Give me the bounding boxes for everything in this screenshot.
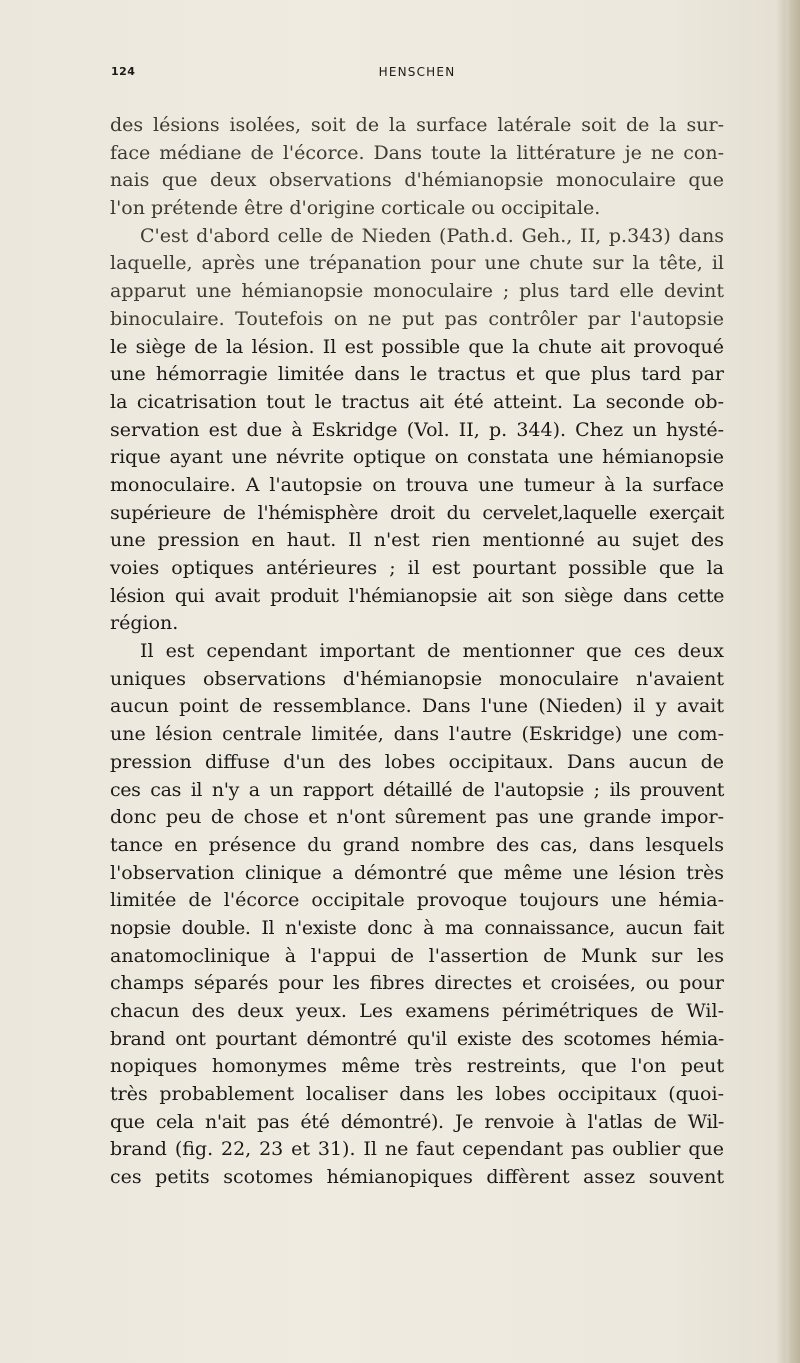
- text-line: très probablement localiser dans les lobes occipitaux (quoi-: [110, 1083, 724, 1106]
- page-header: [97, 65, 737, 89]
- text-line: donc peu de chose et n'ont sûrement pas une grande impor-: [110, 806, 724, 829]
- text-line: des lésions isolées, soit de la surface latérale soit de la sur-: [110, 114, 724, 136]
- text-line: nopsie double. Il n'existe donc à ma connaissance, aucun fait: [110, 916, 724, 939]
- text-line: monoculaire. A l'autopsie on trouva une tumeur à la surface: [110, 473, 724, 496]
- text-line: aucun point de ressemblance. Dans l'une (Nieden) il y avait: [110, 695, 724, 718]
- text-line: brand ont pourtant démontré qu'il existe des scotomes hémia-: [110, 1027, 724, 1050]
- text-line: brand (fig. 22, 23 et 31). Il ne faut cependant pas oublier que: [110, 1138, 724, 1161]
- text-line: anatomoclinique à l'appui de l'assertion de Munk sur les: [110, 944, 724, 967]
- text-line: pression diffuse d'un des lobes occipitaux. Dans aucun de: [110, 750, 724, 773]
- text-line: l'on prétende être d'origine corticale ou occipitale.: [110, 197, 601, 220]
- page-number: 124: [111, 65, 136, 78]
- text-line: champs séparés pour les fibres directes et croisées, ou pour: [110, 972, 724, 995]
- page-gutter-shadow: [776, 0, 786, 1363]
- text-line: apparut une hémianopsie monoculaire ; plus tard elle devint: [110, 280, 724, 303]
- text-line: ces petits scotomes hémianopiques diffèrent assez souvent: [110, 1166, 724, 1189]
- text-line: nais que deux observations d'hémianopsie monoculaire que: [110, 169, 724, 192]
- text-line: uniques observations d'hémianopsie monoculaire n'avaient: [110, 667, 724, 690]
- text-line: C'est d'abord celle de Nieden (Path.d. Geh., II, p.343) dans: [140, 224, 724, 247]
- text-line: supérieure de l'hémisphère droit du cervelet,laquelle exerçait: [110, 501, 724, 524]
- text-line: l'observation clinique a démontré que même une lésion très: [110, 861, 724, 884]
- text-line: laquelle, après une trépanation pour une chute sur la tête, il: [110, 252, 724, 275]
- text-line: ces cas il n'y a un rapport détaillé de l'autopsie ; ils prouvent: [110, 778, 724, 801]
- text-line: nopiques homonymes même très restreints, que l'on peut: [110, 1055, 724, 1078]
- text-line: une hémorragie limitée dans le tractus et que plus tard par: [110, 363, 724, 386]
- text-line: chacun des deux yeux. Les examens périmétriques de Wil-: [110, 1000, 724, 1022]
- text-line: une pression en haut. Il n'est rien mentionné au sujet des: [110, 529, 724, 552]
- text-line: face médiane de l'écorce. Dans toute la littérature je ne con-: [110, 141, 724, 164]
- text-line: voies optiques antérieures ; il est pourtant possible que la: [110, 557, 724, 579]
- text-line: binoculaire. Toutefois on ne put pas contrôler par l'autopsie: [110, 307, 724, 330]
- text-line: tance en présence du grand nombre des cas, dans lesquels: [110, 833, 724, 856]
- text-line: région.: [110, 612, 179, 635]
- text-line: une lésion centrale limitée, dans l'autre (Eskridge) une com-: [110, 723, 724, 746]
- text-line: servation est due à Eskridge (Vol. II, p. 344). Chez un hysté-: [110, 418, 724, 441]
- text-line: lésion qui avait produit l'hémianopsie ait son siège dans cette: [110, 584, 724, 607]
- text-line: Il est cependant important de mentionner que ces deux: [140, 640, 724, 663]
- page-edge: [786, 0, 800, 1363]
- text-line: la cicatrisation tout le tractus ait été atteint. La seconde ob-: [110, 390, 724, 413]
- text-line: que cela n'ait pas été démontré). Je renvoie à l'atlas de Wil-: [110, 1110, 724, 1133]
- body-text: [110, 112, 724, 1192]
- text-line: le siège de la lésion. Il est possible que la chute ait provoqué: [110, 335, 724, 358]
- text-line: rique ayant une névrite optique on constata une hémianopsie: [110, 446, 724, 469]
- running-head: HENSCHEN: [378, 65, 456, 79]
- text-line: limitée de l'écorce occipitale provoque toujours une hémia-: [110, 889, 724, 912]
